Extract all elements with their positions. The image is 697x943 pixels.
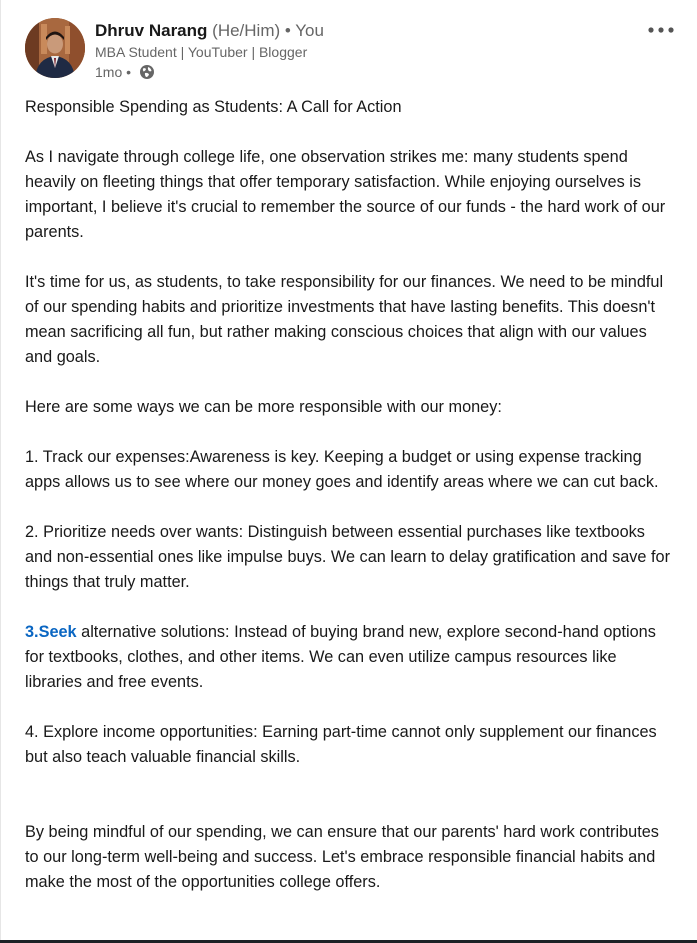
post-body [25,95,675,895]
post-closing: By being mindful of our spending, we can ensure that our parents' hard work contributes to our long-term well-being and success. Let's embrace responsible financial habits and make the most of the opportunities college offers. [25,823,659,891]
author-meta [95,20,324,82]
post-paragraph-1: As I navigate through college life, one observation strikes me: many students spend heavily on fleeting things that offer temporary satisfaction. While enjoying ourselves is important, I believe it's crucial to remember the source of our funds - the hard work of our parents. [25,148,666,241]
post-paragraph-3: Here are some ways we can be more responsible with our money: [25,398,502,416]
post-list-item-4: 4. Explore income opportunities: Earning part-time cannot only supplement our finances but also teach valuable financial skills. [25,723,657,766]
post-time: 1mo • [95,64,132,80]
more-options-button[interactable] [645,18,677,42]
connection-degree: • You [284,21,324,40]
post-list-item-2: 2. Prioritize needs over wants: Distinguish between essential purchases like textbooks and non-essential ones like impulse buys. We can learn to delay gratification and save for things that truly matter. [25,523,670,591]
author-name[interactable]: Dhruv Narang [95,21,208,40]
author-headline: MBA Student | YouTuber | Blogger [95,44,308,60]
seek-link[interactable]: 3.Seek [25,623,77,641]
post-list-item-1: 1. Track our expenses:Awareness is key. Keeping a budget or using expense tracking apps allows us to see where our money goes and identify areas where we can cut back. [25,448,659,491]
post-header [25,18,665,82]
author-pronouns: (He/Him) [212,21,281,40]
author-name-line [95,20,324,42]
post-list-item-3 [25,620,675,695]
avatar-photo [25,18,85,78]
globe-icon [139,64,155,80]
more-icon [647,26,675,34]
post-paragraph-2: It's time for us, as students, to take responsibility for our finances. We need to be mindful of our spending habits and prioritize investments that have lasting benefits. This doesn't mean sacrificing all fun, but rather making conscious choices that align with our values and goals. [25,273,664,366]
avatar[interactable] [25,18,85,78]
post-list-item-3-text: alternative solutions: Instead of buying brand new, explore second-hand options for textbooks, clothes, and other items. We can even utilize campus resources like libraries and free events. [25,623,656,691]
post-title: Responsible Spending as Students: A Call for Action [25,98,402,116]
post-timestamp-line [95,62,324,82]
